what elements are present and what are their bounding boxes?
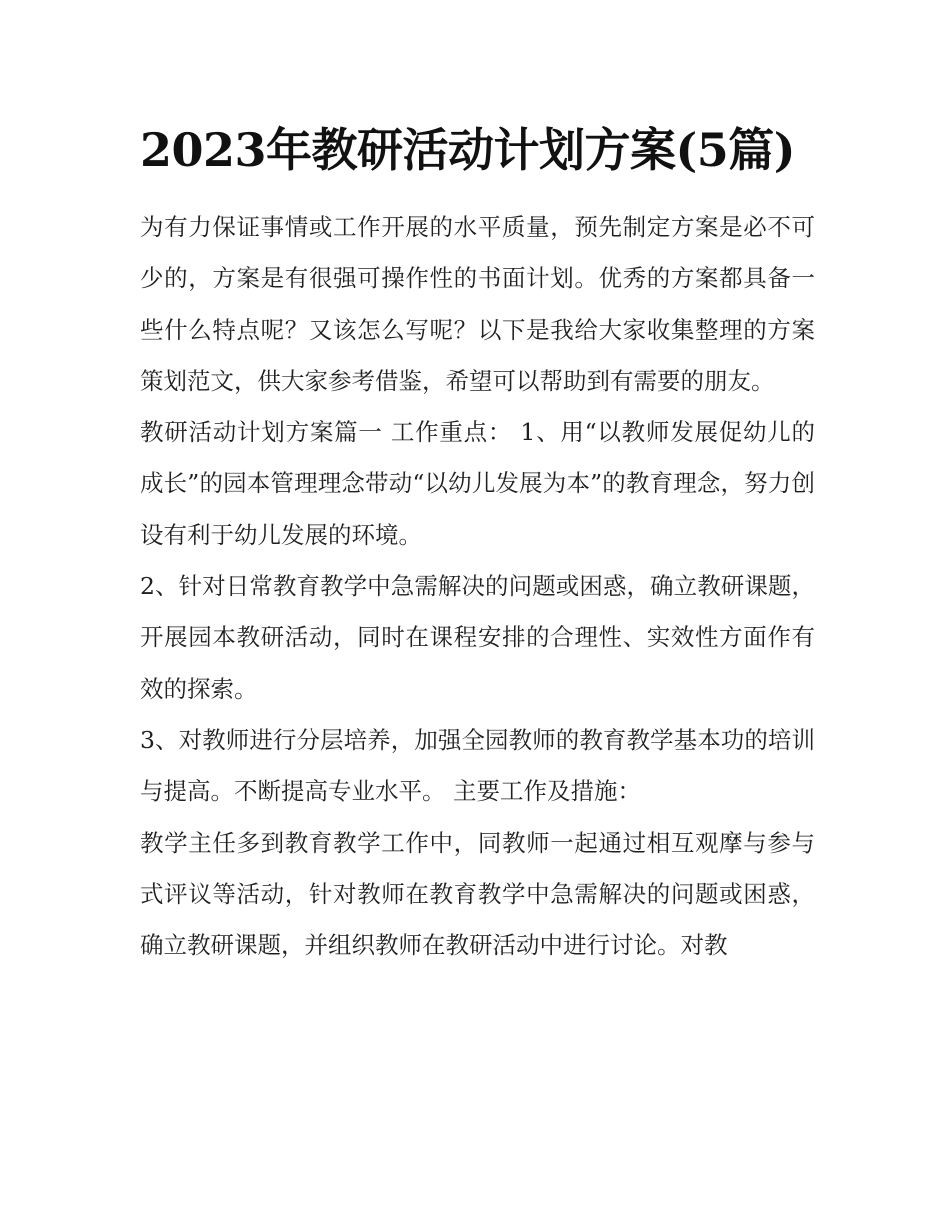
measures-paragraph: 教学主任多到教育教学工作中，同教师一起通过相互观摩与参与式评议等活动，针对教师在教育教学中急需解决的问题或困惑，确立教研课题，并组织教师在教研活动中进行讨论。对教 xyxy=(140,828,815,960)
document-body xyxy=(140,202,815,971)
item-two-paragraph: 2、针对日常教育教学中急需解决的问题或困惑，确立教研课题，开展园本教研活动，同时在课程安排的合理性、实效性方面作有效的探索。 xyxy=(140,572,815,703)
plan-one-paragraph: 教研活动计划方案篇一 工作重点： 1、用“以教师发展促幼儿的成长”的园本管理理念带动“以幼儿发展为本”的教育理念，努力创设有利于幼儿发展的环境。 xyxy=(140,418,815,549)
intro-paragraph: 为有力保证事情或工作开展的水平质量，预先制定方案是必不可少的，方案是有很强可操作性的书面计划。优秀的方案都具备一些什么特点呢？又该怎么写呢？以下是我给大家收集整理的方案策划范文，供大家参考借鉴，希望可以帮助到有需要的朋友。 xyxy=(140,213,815,395)
document-title: 2023年教研活动计划方案(5篇) xyxy=(140,123,796,177)
document-page xyxy=(140,116,815,971)
item-three-paragraph: 3、对教师进行分层培养，加强全园教师的教育教学基本功的培训与提高。不断提高专业水平。 主要工作及措施： xyxy=(140,725,815,806)
